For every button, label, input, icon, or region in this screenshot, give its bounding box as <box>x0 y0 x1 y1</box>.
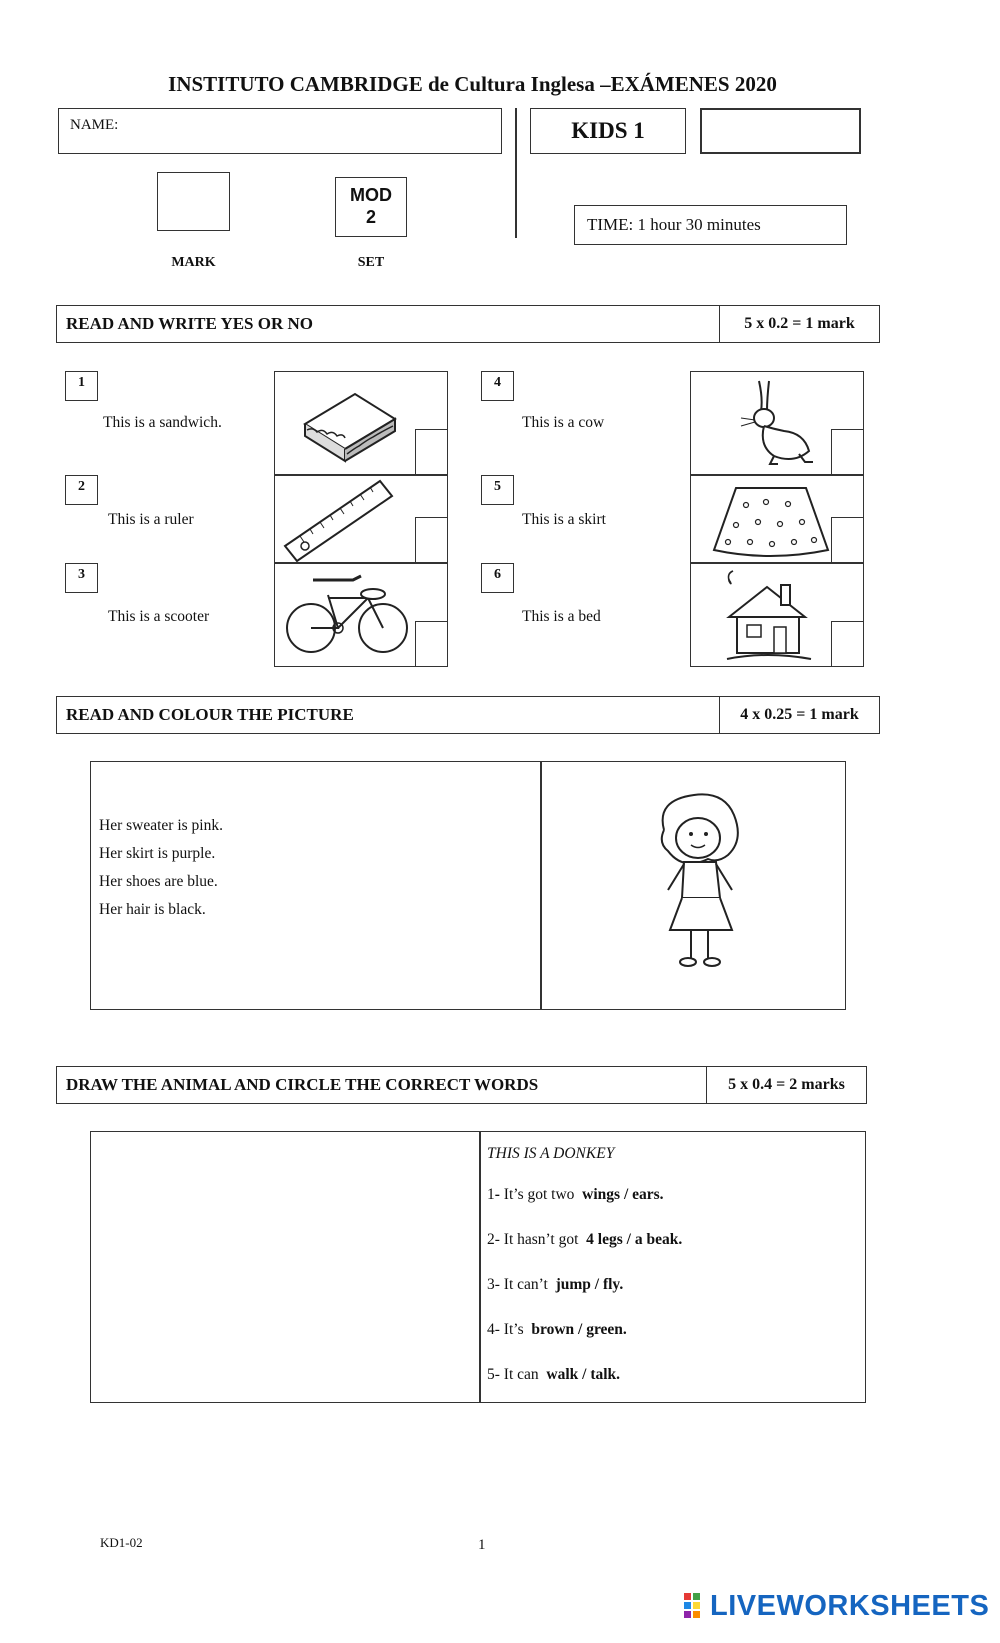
question-separator: - <box>494 1186 504 1203</box>
liveworksheets-logo-icon <box>684 1591 710 1623</box>
answer-box[interactable] <box>831 621 863 666</box>
colour-line: Her hair is black. <box>99 901 206 918</box>
question-separator: - <box>494 1366 504 1383</box>
question-number: 5 <box>487 1366 495 1383</box>
mark-box[interactable] <box>157 172 230 231</box>
item-number: 4 <box>481 371 514 401</box>
rabbit-icon <box>719 376 819 471</box>
item-sentence: This is a ruler <box>108 511 194 528</box>
section1-header <box>56 305 880 343</box>
set-box <box>335 177 407 237</box>
question-separator: - <box>494 1321 504 1338</box>
question-options[interactable]: brown / green. <box>531 1321 627 1338</box>
section1-title: READ AND WRITE YES OR NO <box>66 314 314 333</box>
time-label: TIME: 1 hour 30 minutes <box>587 215 761 234</box>
section2-marks: 4 x 0.25 = 1 mark <box>719 697 879 733</box>
level-box <box>530 108 686 154</box>
question-separator: - <box>494 1231 504 1248</box>
colour-divider <box>540 762 542 1009</box>
question-prefix: It’s <box>503 1321 528 1338</box>
answer-box[interactable] <box>831 517 863 562</box>
question-options[interactable]: walk / talk. <box>546 1366 621 1383</box>
footer-code: KD1-02 <box>100 1535 143 1550</box>
item-sentence: This is a cow <box>522 414 605 431</box>
item-number: 2 <box>65 475 98 505</box>
picture-cell <box>690 371 864 475</box>
bicycle-icon <box>283 570 413 662</box>
item-number: 6 <box>481 563 514 593</box>
question-line <box>487 1231 682 1249</box>
item-sentence: This is a bed <box>522 608 601 625</box>
exam-title: INSTITUTO CAMBRIDGE de Cultura Inglesa –EXÁMENES 2020 <box>168 72 777 96</box>
question-prefix: It hasn’t got <box>503 1231 583 1248</box>
question-line <box>487 1276 623 1294</box>
question-options[interactable]: wings / ears. <box>582 1186 664 1203</box>
watermark-text: LIVEWORKSHEETS <box>710 1590 990 1622</box>
house-icon <box>719 567 819 665</box>
section3-title: DRAW THE ANIMAL AND CIRCLE THE CORRECT WORDS <box>66 1075 539 1094</box>
question-number: 2 <box>487 1231 495 1248</box>
score-box[interactable] <box>700 108 861 154</box>
picture-cell <box>274 563 448 667</box>
ruler-icon <box>280 476 400 562</box>
question-prefix: It’s got two <box>503 1186 579 1203</box>
section3-header <box>56 1066 867 1104</box>
set-label: SET <box>357 255 385 270</box>
colour-line: Her shoes are blue. <box>99 873 218 890</box>
answer-box[interactable] <box>415 517 447 562</box>
question-separator: - <box>494 1276 504 1293</box>
colour-line: Her sweater is pink. <box>99 817 223 834</box>
item-number: 1 <box>65 371 98 401</box>
mark-label: MARK <box>171 255 216 270</box>
picture-cell <box>690 563 864 667</box>
time-box <box>574 205 847 245</box>
sandwich-icon <box>295 384 405 464</box>
page-number: 1 <box>478 1537 486 1553</box>
colour-instructions <box>99 812 223 924</box>
colour-table <box>90 761 846 1010</box>
picture-cell <box>274 475 448 563</box>
item-sentence: This is a sandwich. <box>103 414 222 431</box>
name-label: NAME: <box>70 117 119 133</box>
question-options[interactable]: 4 legs / a beak. <box>586 1231 683 1248</box>
question-prefix: It can <box>503 1366 543 1383</box>
answer-box[interactable] <box>415 429 447 474</box>
picture-cell <box>274 371 448 475</box>
mod-line1: MOD <box>350 185 392 205</box>
level-label: KIDS 1 <box>571 118 645 143</box>
section3-marks: 5 x 0.4 = 2 marks <box>706 1067 866 1103</box>
header-divider <box>515 108 517 238</box>
question-number: 1 <box>487 1186 495 1203</box>
item-number: 3 <box>65 563 98 593</box>
question-prefix: It can’t <box>503 1276 552 1293</box>
item-number: 5 <box>481 475 514 505</box>
mod-line2: 2 <box>365 207 376 227</box>
question-line <box>487 1186 664 1204</box>
section2-header <box>56 696 880 734</box>
question-options[interactable]: jump / fly. <box>555 1276 624 1293</box>
item-sentence: This is a skirt <box>522 511 606 528</box>
girl-icon[interactable] <box>636 790 786 975</box>
section1-marks: 5 x 0.2 = 1 mark <box>719 306 879 342</box>
item-sentence: This is a scooter <box>108 608 210 625</box>
drawing-area[interactable] <box>91 1132 479 1402</box>
answer-box[interactable] <box>831 429 863 474</box>
watermark <box>684 1590 989 1623</box>
colour-line: Her skirt is purple. <box>99 845 216 862</box>
donkey-divider <box>479 1132 481 1402</box>
donkey-subtitle: THIS IS A DONKEY <box>487 1145 615 1162</box>
question-line <box>487 1321 627 1339</box>
section2-title: READ AND COLOUR THE PICTURE <box>66 705 354 724</box>
picture-cell <box>690 475 864 563</box>
skirt-icon <box>706 480 836 560</box>
question-line <box>487 1366 620 1384</box>
name-field[interactable] <box>58 108 502 154</box>
question-number: 3 <box>487 1276 495 1293</box>
question-number: 4 <box>487 1321 495 1338</box>
donkey-table <box>90 1131 866 1403</box>
answer-box[interactable] <box>415 621 447 666</box>
